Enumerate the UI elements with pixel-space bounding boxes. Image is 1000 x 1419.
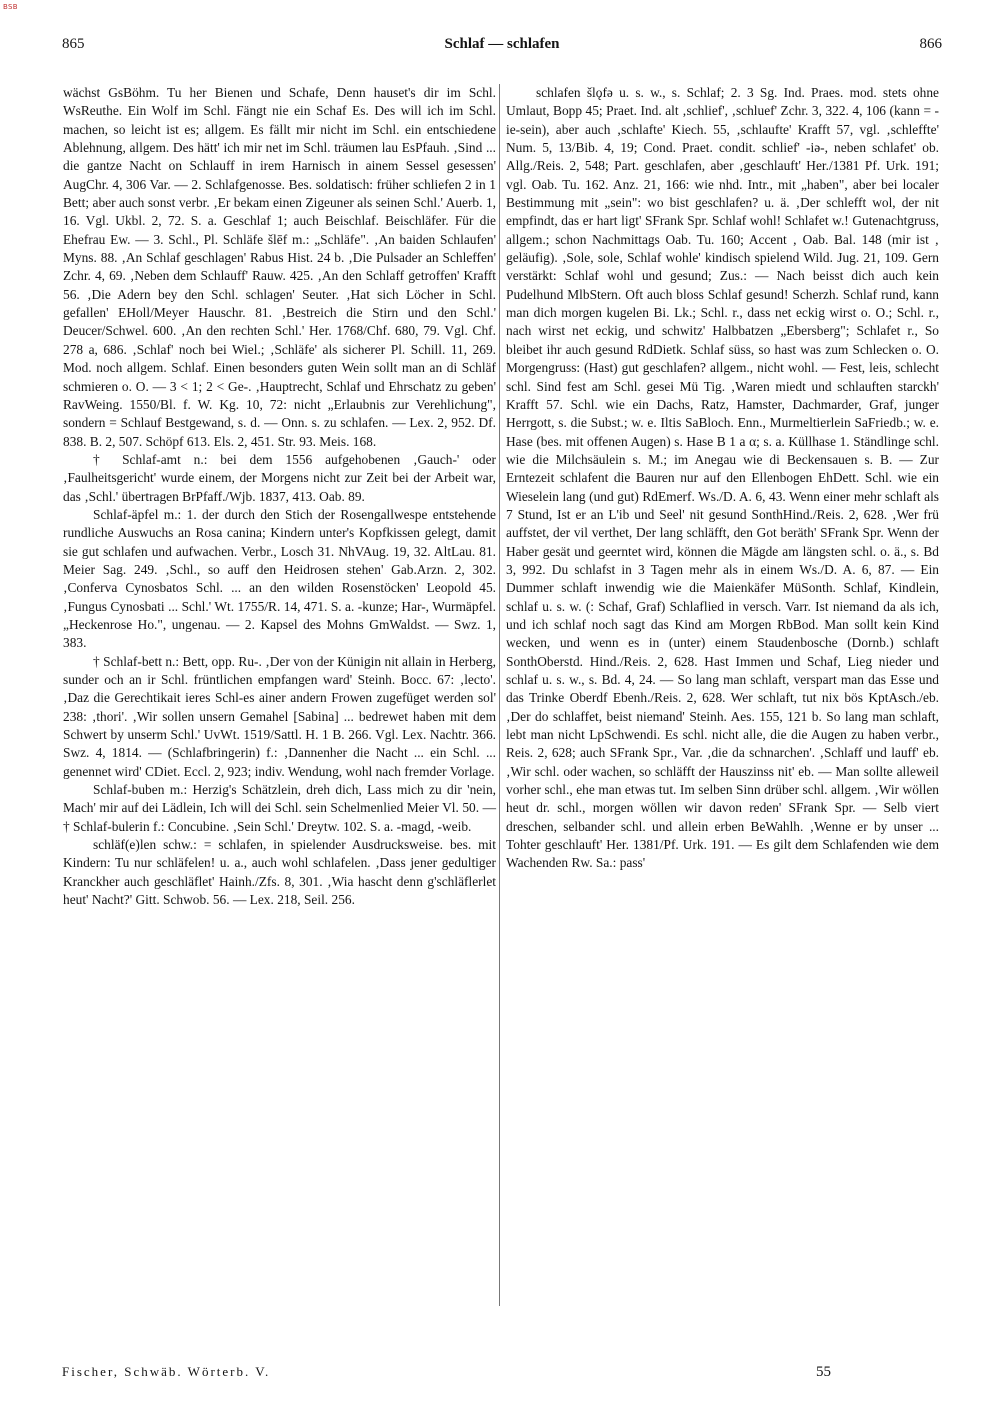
dictionary-paragraph: schlafen šlǫfə u. s. w., s. Schlaf; 2. 3 Sg. Ind. Praes. mod. stets ohne Umlaut, Bopp 45; Praet. Ind. alt ‚schlief', ‚schluef' Zchr. 3, 322. 4, 106 (kann = -ie-sein), aber auch ‚schlafte' Kiech. 55, ‚schlaufte' Krafft 57, vgl. ‚schleffte' Num. 5, 13/Bib. 4, 19; Cond. Praet. condit. schlief' -iə-, neben schlafet' ob. Allg./Reis. 2, 548; Part. geschlafen, aber ‚geschlauft' Her./1381 Pf. Urk. 191; vgl. Oab. Tu. 162. Anz. 21, 166: wie nhd. Intr., mit „haben", aber bei localer Bestimmung mit „sein": wo bist geschlafen? u. ä. ‚Der schlefft wol, der nit empfindt, das er hart ligt' SFrank Spr. Schlaf wohl! Schlafet w.! Gutenachtgruss, allgem.; schon Nachmittags Oab. Tu. 160; Accent ‚ Oab. Bal. 148 (mir ist ‚ geläufig). ‚Sole, sole, Schlaf wohle' kindisch spielend Wild. Jug. 21, 109. Gern verstärkt: Schlaf wohl und gesund; Zus.: — Nach beisst dich auch kein Pudelhund MlbStern. Oft auch bloss Schlaf gesund! Scherzh. Schlaf rund, kann man dich morgen kugelen Bi. Lk.; Schl. r., dass net eckig wirst o. O.; Schl. r., nach wirst net eckig, und schwitz' Halbbatzen „Ebersberg"; Schlafet r., So bleibet ihr auch gesund RdDietk. Schlaf süss, so hast was zum Schlecken o. O. Morgengruss: (Hast) gut geschlafen? allgem., nicht wohl. — Fest, leis, schlecht schl. Sind fest am Schl. gesei Mü Tig. ‚Waren miedt und schlauften starckh' Krafft 57. Schl. wie ein Dachs, Ratz, Hamster, Dachmarder, Graf, junger Herrgott, s. die Subst.; w. e. Iltis SaBloch. Enn., Murmeltierlein SaFriedb.; w. e. Hase (bes. mit offenen Augen) s. Hase B 1 a α; s. a. Küllhase 1. Ständlinge schl. wie die Milchsäulein s. M.; im Anegau wie di Beckensauen s. B. — Zur Erntezeit schlafent die Bauren nur auf den Ellenbogen EhDett. Schl. wie ein Wieselein lang (und gut) RdEmerf. Ws./D. A. 6, 43. Wenn einer mehr schlaft als 7 Stund, Ist er an L'ib und Seel' nit gesund SonthHind./Reis. 2, 628. ‚Wer frü auffstet, der vil verthet, Der lang schläfft, den Got beräth' SFrank Spr. Wenn der Haber gesät und geerntet wird, können die Mägde am längsten schl. o. ä., s. Bd 3, 992. Du schlafst in 3 Tagen mehr als in einem Ws./D. A. 6, 87. — Ein Dummer schlaft inwendig wie die Maienkäfer MüSonth. Schlaf, Kindlein, schlaf u. s. w. (: Schaf, Graf) Schlaflied in versch. Varr. Ist niemand da als ich, und ich schlaf noch sagt das Kind am Morgen RbBod. Man sollt kein Kind wecken, und wenn es in (unter) einem Staudenbosche (Dornb.) schlaft SonthOberstd. Hind./Reis. 2, 628. Hast Immen und Schaf, Lieg nieder und schlaf u. s. w., s. Bd. 4, 24. — So lang man schlaft, verspart man das Esse und das Trinke Oberdf Ebenh./Reis. 2, 628. Wer schlaft, tut nix bös KptAsch./eb. ‚Der do schlaffet, beist niemand' Steinh. Aes. 155, 121 b. So lang man schlaft, lebt man nicht LpSchwendi. Es schl. nicht alle, die die Augen zu haben verbr., Reis. 2, 628; auch SFrank Spr., Var. ‚die da schnarchen'. ‚Schlaff und lauff' eb. ‚Wir schl. oder wachen, so schläfft der Hauszinss nit' eb. — Man sollte alleweil vorher schl., ehe man etwas tut. Im selben Sinn drüber schl. allgem. ‚Wir wöllen heut dr. schl., morgen wöllen wir davon reden' SFrank Spr. — Selb viert dreschen, selbander schl. und allein erben BeWahlh. ‚Wenne er by unser ... Tohter geschlauft' Her. 1381/Pf. Urk. 191. — Es gilt dem Schlafenden wie dem Wachenden Rw. Sa.: pass' <box>506 85 939 871</box>
running-title: Schlaf — schlafen <box>444 36 560 52</box>
column-divider <box>499 84 500 1306</box>
dictionary-paragraph: † Schlaf-amt n.: bei dem 1556 aufgehobenen ‚Gauch-' oder ‚Faulheitsgericht' wurde einem, der Morgens nicht zur Zeit bei der Arbeit war, das ‚Schl.' übertragen BrPfaff./Wjb. 1837, 413. Oab. 89. <box>63 451 496 504</box>
page-header <box>62 36 942 62</box>
dictionary-paragraph: † Schlaf-bett n.: Bett, opp. Ru-. ‚Der von der Künigin nit allain in Herberg, sunder och an ir Schl. früntlichen empfangen ward' Steinh. Bocc. 67: ‚lecto'. ‚Daz die Gerechtikait ieres Schl-es ainer andern Frowen zugefüget werden sol' 238: ‚thori'. ‚Wir sollen unsern Gemahel [Sabina] ... bedrewet haben mit dem Schwert by unserm Schl.' UvWt. 1519/Sattl. H. 1 B. 266. Vgl. Lex. Nachtr. 366. Swz. 4, 1814. — (Schlafbringerin) f.: ‚Dannenher die Nacht ... ein Schl. ... genennet wird' CDiet. Eccl. 2, 923; indiv. Wendung, wohl nach fremder Vorlage. <box>63 653 496 779</box>
left-column <box>63 84 496 909</box>
dictionary-paragraph: Schlaf-äpfel m.: 1. der durch den Stich der Rosengallwespe entstehende rundliche Auswuchs an Rosa canina; Kindern unter's Kopfkissen gelegt, damit sie gut schlafen und aufwachen. Verbr., Losch 31. NhVAug. 19, 32. AltLau. 81. Meier Sag. 249. ‚Schl., so auff den Heidrosen stehen' Gab.Arzn. 2, 302. ‚Conferva Cynosbatos Schl. ... an den wilden Rosenstöcken' Leopold 45. ‚Fungus Cynosbati ... Schl.' Wt. 1755/R. 14, 471. S. a. -kunze; Har-, Wurmäpfel. „Heckenrose Ho.", ungenau. — 2. Kapsel des Mohns GmWaldst. — Swz. 1, 383. <box>63 506 496 651</box>
page-number-right: 866 <box>919 36 942 52</box>
dictionary-paragraph: Schlaf-buben m.: Herzig's Schätzlein, dreh dich, Lass mich zu dir 'nein, Mach' mir auf dei Lädlein, Ich will dei Schl. sein Schelmenlied Meier Vl. 50. — † Schlaf-bulerin f.: Concubine. ‚Sein Schl.' Dreytw. 102. S. a. -magd, -weib. <box>63 782 496 834</box>
page-number-left: 865 <box>62 36 85 52</box>
library-stamp: BSB <box>3 3 18 11</box>
footer-source: Fischer, Schwäb. Wörterb. V. <box>62 1364 271 1379</box>
page-footer <box>62 1364 942 1384</box>
signature-number: 55 <box>816 1364 831 1380</box>
dictionary-paragraph: wächst GsBöhm. Tu her Bienen und Schafe, Denn hauset's dir im Schl. WsReuthe. Ein Wolf im Schl. Fängt nie ein Schaf Es. Des will ich im Schl. machen, so leicht ist es; allgem. Es fällt mir nicht im Schl. ein entschiedene Ablehnung, allgem. Des hätt' ich mir net im Schl. träumen lau EsPfauh. ‚Sind ... die gantze Nacht on Schlauff in irem Harnisch in ainem Sessel gesessen' AugChr. 4, 306 Var. — 2. Schlafgenosse. Bes. soldatisch: früher schliefen 2 in 1 Bett; aber auch sonst verbr. ‚Er bekam einen Zigeuner als seinen Schl.' Auerb. 1, 16. Vgl. Ukbl. 2, 72. S. a. Geschlaf 1; auch Beischlaf. Beischläfer. Für die Ehefrau Ew. — 3. Schl., Pl. Schläfe šlēf m.: „Schläfe". ‚An baiden Schlaufen' Myns. 88. ‚An Schlaf geschlagen' Rabus Hist. 24 b. ‚Die Pulsader an Schleffen' Zchr. 4, 69. ‚Neben dem Schlauff' Rauw. 425. ‚An den Schlaff getroffen' Krafft 56. ‚Die Adern bey den Schl. schlagen' Seuter. ‚Hat sich Löcher in Schl. gefallen' EHoll/Meyer Hauschr. 81. ‚Bestreich die Stirn und den Schl.' Deucer/Schwel. 600. ‚An den rechten Schl.' Her. 1768/Chf. 680, 79. Vgl. Chf. 278 a, 686. ‚Schlaf' noch bei Wiel.; ‚Schläfe' als sicherer Pl. Schill. 11, 269. Mod. noch allgem. Schlaf. Einen besonders guten Wein sollt man an di Schläf schmieren o. O. — 3 < 1; 2 < Ge-. ‚Hauptrecht, Schlaf und Ehrschatz zu geben' RavWeing. 1550/Bl. f. W. Kg. 10, 72: nicht „Erlaubnis zur Verehlichung", sondern = Schlauf Bestgewand, s. d. — Onn. s. zu schlafen. — Lex. 2, 952. Df. 838. B. 2, 507. Schöpf 613. Els. 2, 451. Str. 93. Meis. 168. <box>63 85 496 449</box>
right-column <box>506 84 939 873</box>
dictionary-paragraph: schläf(e)len schw.: = schlafen, in spielender Ausdrucksweise. bes. mit Kindern: Tu nur schläfelen! u. a., auch wohl schlafelen. ‚Dass jener gedultiger Kranckher auch geschläflet' Hainh./Zfs. 8, 301. ‚Wia hascht denn g'schläflerlet heut' Nacht?' Gitt. Schwob. 56. — Lex. 218, Seil. 256. <box>63 837 496 908</box>
